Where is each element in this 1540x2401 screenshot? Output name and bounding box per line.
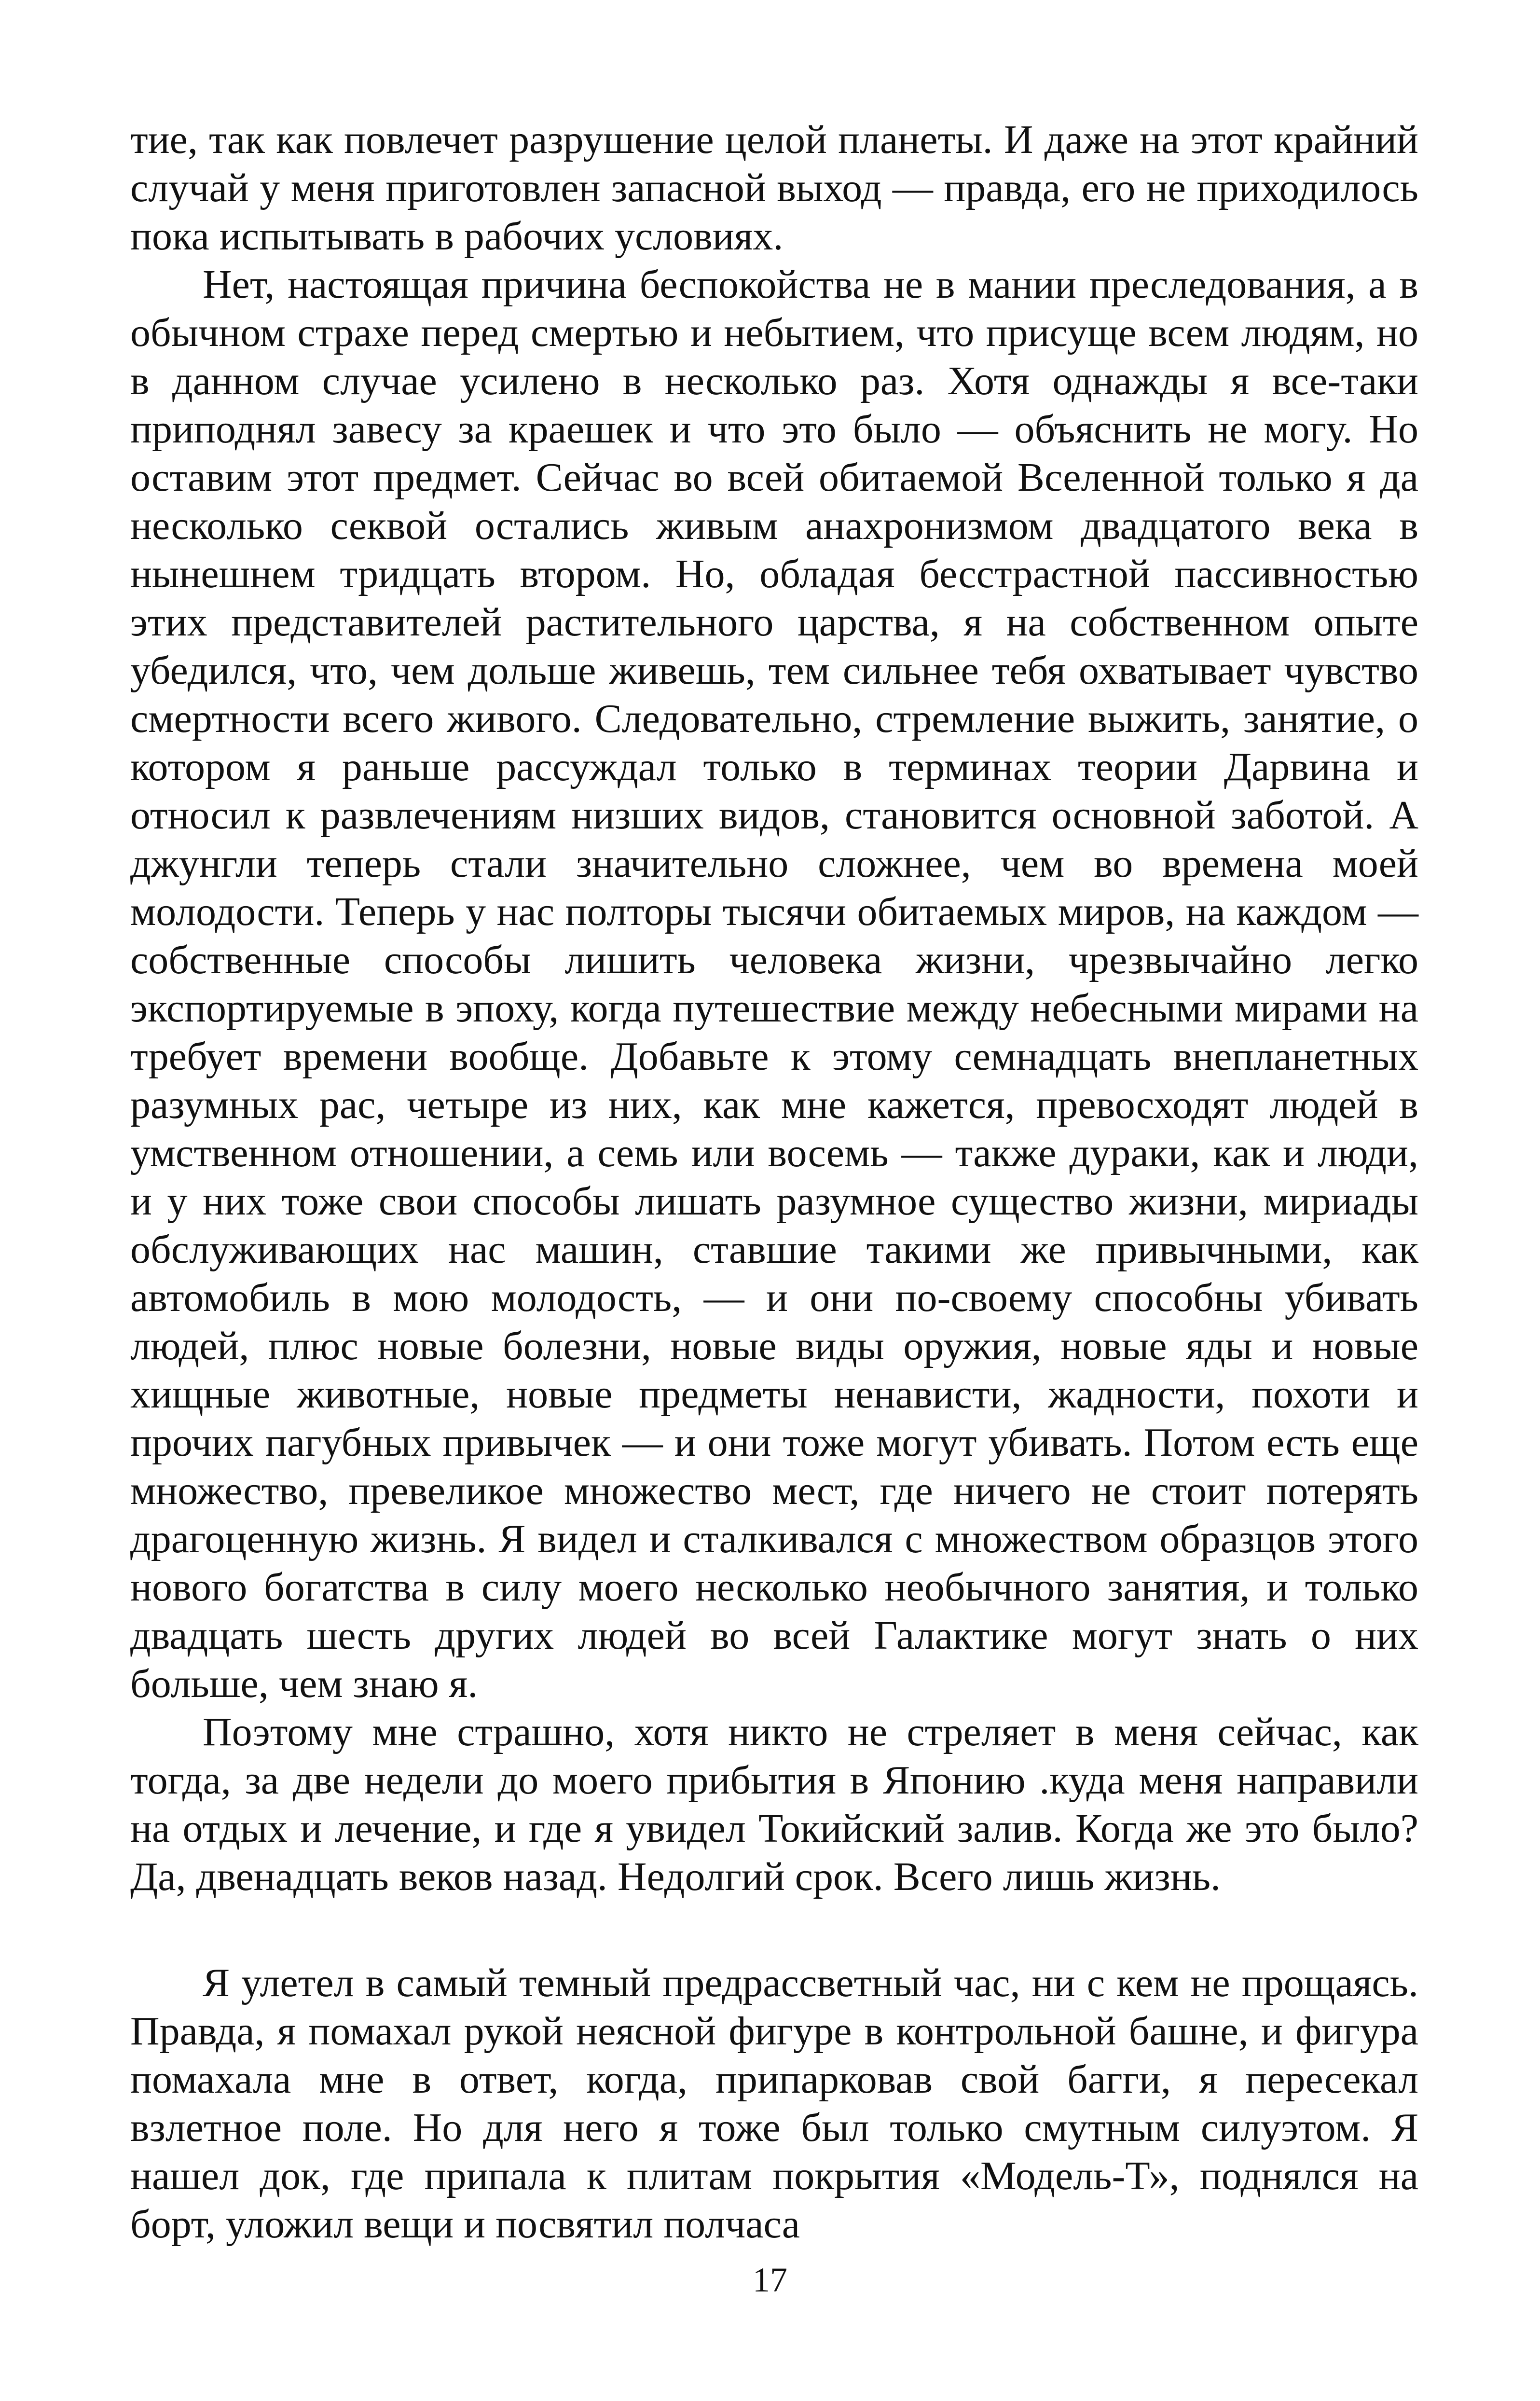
body-text	[130, 116, 1418, 2249]
paragraph-fear-of-death: Нет, настоящая причина беспокойства не в мании преследования, а в обычном страхе перед смертью и небытием, что присуще всем людям, но в данном случае усилено в несколько раз. Хотя однажды я все-таки приподнял завесу за краешек и что это было — объяснить не могу. Но оставим этот предмет. Сейчас во всей обитаемой Вселенной только я да несколько секвой остались живым анахронизмом двадцатого века в нынешнем тридцать втором. Но, обладая бесстрастной пассивностью этих представителей растительного царства, я на собственном опыте убедился, что, чем дольше живешь, тем сильнее тебя охватывает чувство смертности всего живого. Следовательно, стремление выжить, занятие, о котором я раньше рассуждал только в терминах теории Дарвина и относил к развлечениям низших видов, становится основной заботой. А джунгли теперь стали значительно сложнее, чем во времена моей молодости. Теперь у нас полторы тысячи обитаемых миров, на каждом — собственные способы лишить человека жизни, чрезвычайно легко экспортируемые в эпоху, когда путешествие между небесными мирами на требует времени вообще. Добавьте к этому семнадцать внепланетных разумных рас, четыре из них, как мне кажется, превосходят людей в умственном отношении, а семь или восемь — также дураки, как и люди, и у них тоже свои способы лишать разумное существо жизни, мириады обслуживающих нас машин, ставшие такими же привычными, как автомобиль в мою молодость, — и они по-своему способны убивать людей, плюс новые болезни, новые виды оружия, новые яды и новые хищные животные, новые предметы ненависти, жадности, похоти и прочих пагубных привычек — и они тоже могут убивать. Потом есть еще множество, превеликое множество мест, где ничего не стоит потерять драгоценную жизнь. Я видел и сталкивался с множеством образцов этого нового богатства в силу моего несколько необычного занятия, и только двадцать шесть других людей во всей Галактике могут знать о них больше, чем знаю я.	[130, 262, 1418, 1706]
page-number: 17	[753, 2261, 787, 2299]
paragraph-japan-memory: Поэтому мне страшно, хотя никто не стреляет в меня сейчас, как тогда, за две недели до моего прибытия в Японию .куда меня направили на отдых и лечение, и где я увидел Токийский залив. Когда же это было? Да, двенадцать веков назад. Недолгий срок. Всего лишь жизнь.	[130, 1710, 1418, 1899]
paragraph-departure: Я улетел в самый темный предрассветный час, ни с кем не прощаясь. Правда, я помахал рукой неясной фигуре в контрольной башне, и фигура помахала мне в ответ, когда, припарковав свой багги, я пересекал взлетное поле. Но для него я тоже был только смутным силуэтом. Я нашел док, где припала к плитам покрытия «Модель-Т», поднялся на борт, уложил вещи и посвятил полчаса	[130, 1960, 1418, 2247]
section-break	[130, 1901, 1418, 1959]
paragraph-continuation: тие, так как повлечет разрушение целой планеты. И даже на этот крайний случай у меня приготовлен запасной выход — правда, его не приходилось пока испытывать в рабочих условиях.	[130, 117, 1418, 259]
